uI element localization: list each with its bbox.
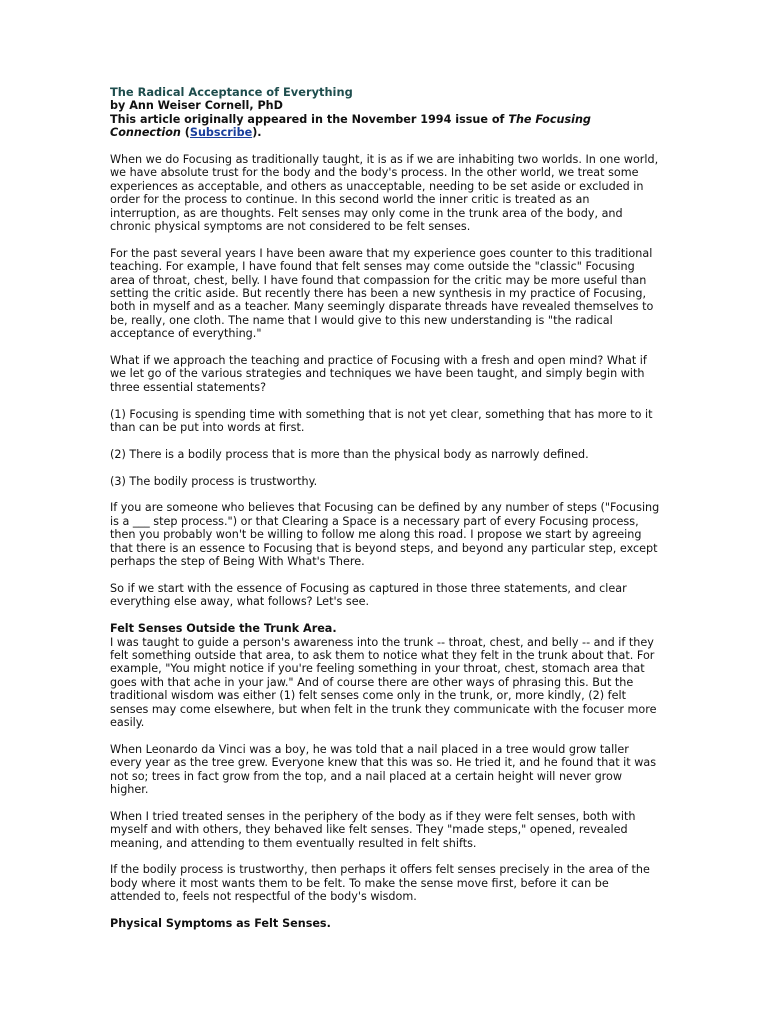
subscribe-link[interactable]: Subscribe <box>189 126 253 140</box>
article-byline: by Ann Weiser Cornell, PhD <box>110 99 283 113</box>
article-header <box>110 86 662 140</box>
paragraph: If the bodily process is trustworthy, then perhaps it offers felt senses precisely in the area of the body where it most wants them to be felt. To make the sense move first, before it can be attended to, feels not respectful of the body's wisdom. <box>110 863 650 904</box>
section-heading-physical-symptoms: Physical Symptoms as Felt Senses. <box>110 916 331 930</box>
paragraph: When I tried treated senses in the periphery of the body as if they were felt senses, both with myself and with others, they behaved like felt senses. They "made steps," opened, revealed meaning, and attending to them eventually resulted in felt shifts. <box>110 809 636 850</box>
origin-prefix: This article originally appeared in the November 1994 issue of <box>110 112 509 126</box>
origin-close: ). <box>252 126 262 140</box>
paragraph: (1) Focusing is spending time with something that is not yet clear, something that has more to it than can be put into words at first. <box>110 407 653 435</box>
paragraph: When Leonardo da Vinci was a boy, he was told that a nail placed in a tree would grow taller every year as the tree grew. Everyone knew that this was so. He tried it, and he found that it was not so; trees in fact grow from the top, and a nail placed at a certain height will never grow higher. <box>110 742 657 796</box>
article-body <box>110 86 662 930</box>
article-origin-note <box>110 113 662 140</box>
paragraph: When we do Focusing as traditionally taught, it is as if we are inhabiting two worlds. In one world, we have absolute trust for the body and the body's process. In the other world, we treat some experiences as acceptable, and others as unacceptable, needing to be set aside or excluded in order for the process to continue. In this second world the inner critic is treated as an interruption, as are thoughts. Felt senses may only come in the trunk area of the body, and chronic physical symptoms are not considered to be felt senses. <box>110 153 659 234</box>
journal-name: The Focusing Connection <box>110 112 591 140</box>
paragraph: What if we approach the teaching and practice of Focusing with a fresh and open mind? What if we let go of the various strategies and techniques we have been taught, and simply begin with three essential statements? <box>110 354 647 394</box>
origin-open-paren: ( <box>180 126 190 140</box>
paragraph: For the past several years I have been aware that my experience goes counter to this traditional teaching. For example, I have found that felt senses may come outside the "classic" Focusing area of throat, chest, belly. I have found that compassion for the critic may be more useful than setting the critic aside. But recently there has been a new synthesis in my practice of Focusing, both in myself and as a teacher. Many seemingly disparate threads have revealed themselves to be, really, one cloth. The name that I would give to this new understanding is "the radical acceptance of everything." <box>110 246 654 341</box>
paragraph: If you are someone who believes that Focusing can be defined by any number of steps ("Focusing is a ___ step process.") or that Clearing a Space is a necessary part of every Focusing process, then you probably won't be willing to follow me along this road. I propose we start by agreeing that there is an essence to Focusing that is beyond steps, and beyond any particular step, except perhaps the step of Being With What's There. <box>110 501 660 569</box>
paragraph: So if we start with the essence of Focusing as captured in those three statements, and clear everything else away, what follows? Let's see. <box>110 581 627 609</box>
paragraph: (3) The bodily process is trustworthy. <box>110 474 318 488</box>
paragraph: (2) There is a bodily process that is more than the physical body as narrowly defined. <box>110 447 589 461</box>
article-title: The Radical Acceptance of Everything <box>110 85 353 99</box>
section-heading-felt-senses: Felt Senses Outside the Trunk Area. <box>110 622 337 636</box>
paragraph: I was taught to guide a person's awareness into the trunk -- throat, chest, and belly -- and if they felt something outside that area, to ask them to notice what they felt in the trunk about that. For example, "You might notice if you're feeling something in your throat, chest, stomach area that goes with that ache in your jaw." And of course there are other ways of phrasing this. But the traditional wisdom was either (1) felt senses come only in the trunk, or, more kindly, (2) felt senses may come elsewhere, but when felt in the trunk they communicate with the focuser more easily. <box>110 635 657 729</box>
